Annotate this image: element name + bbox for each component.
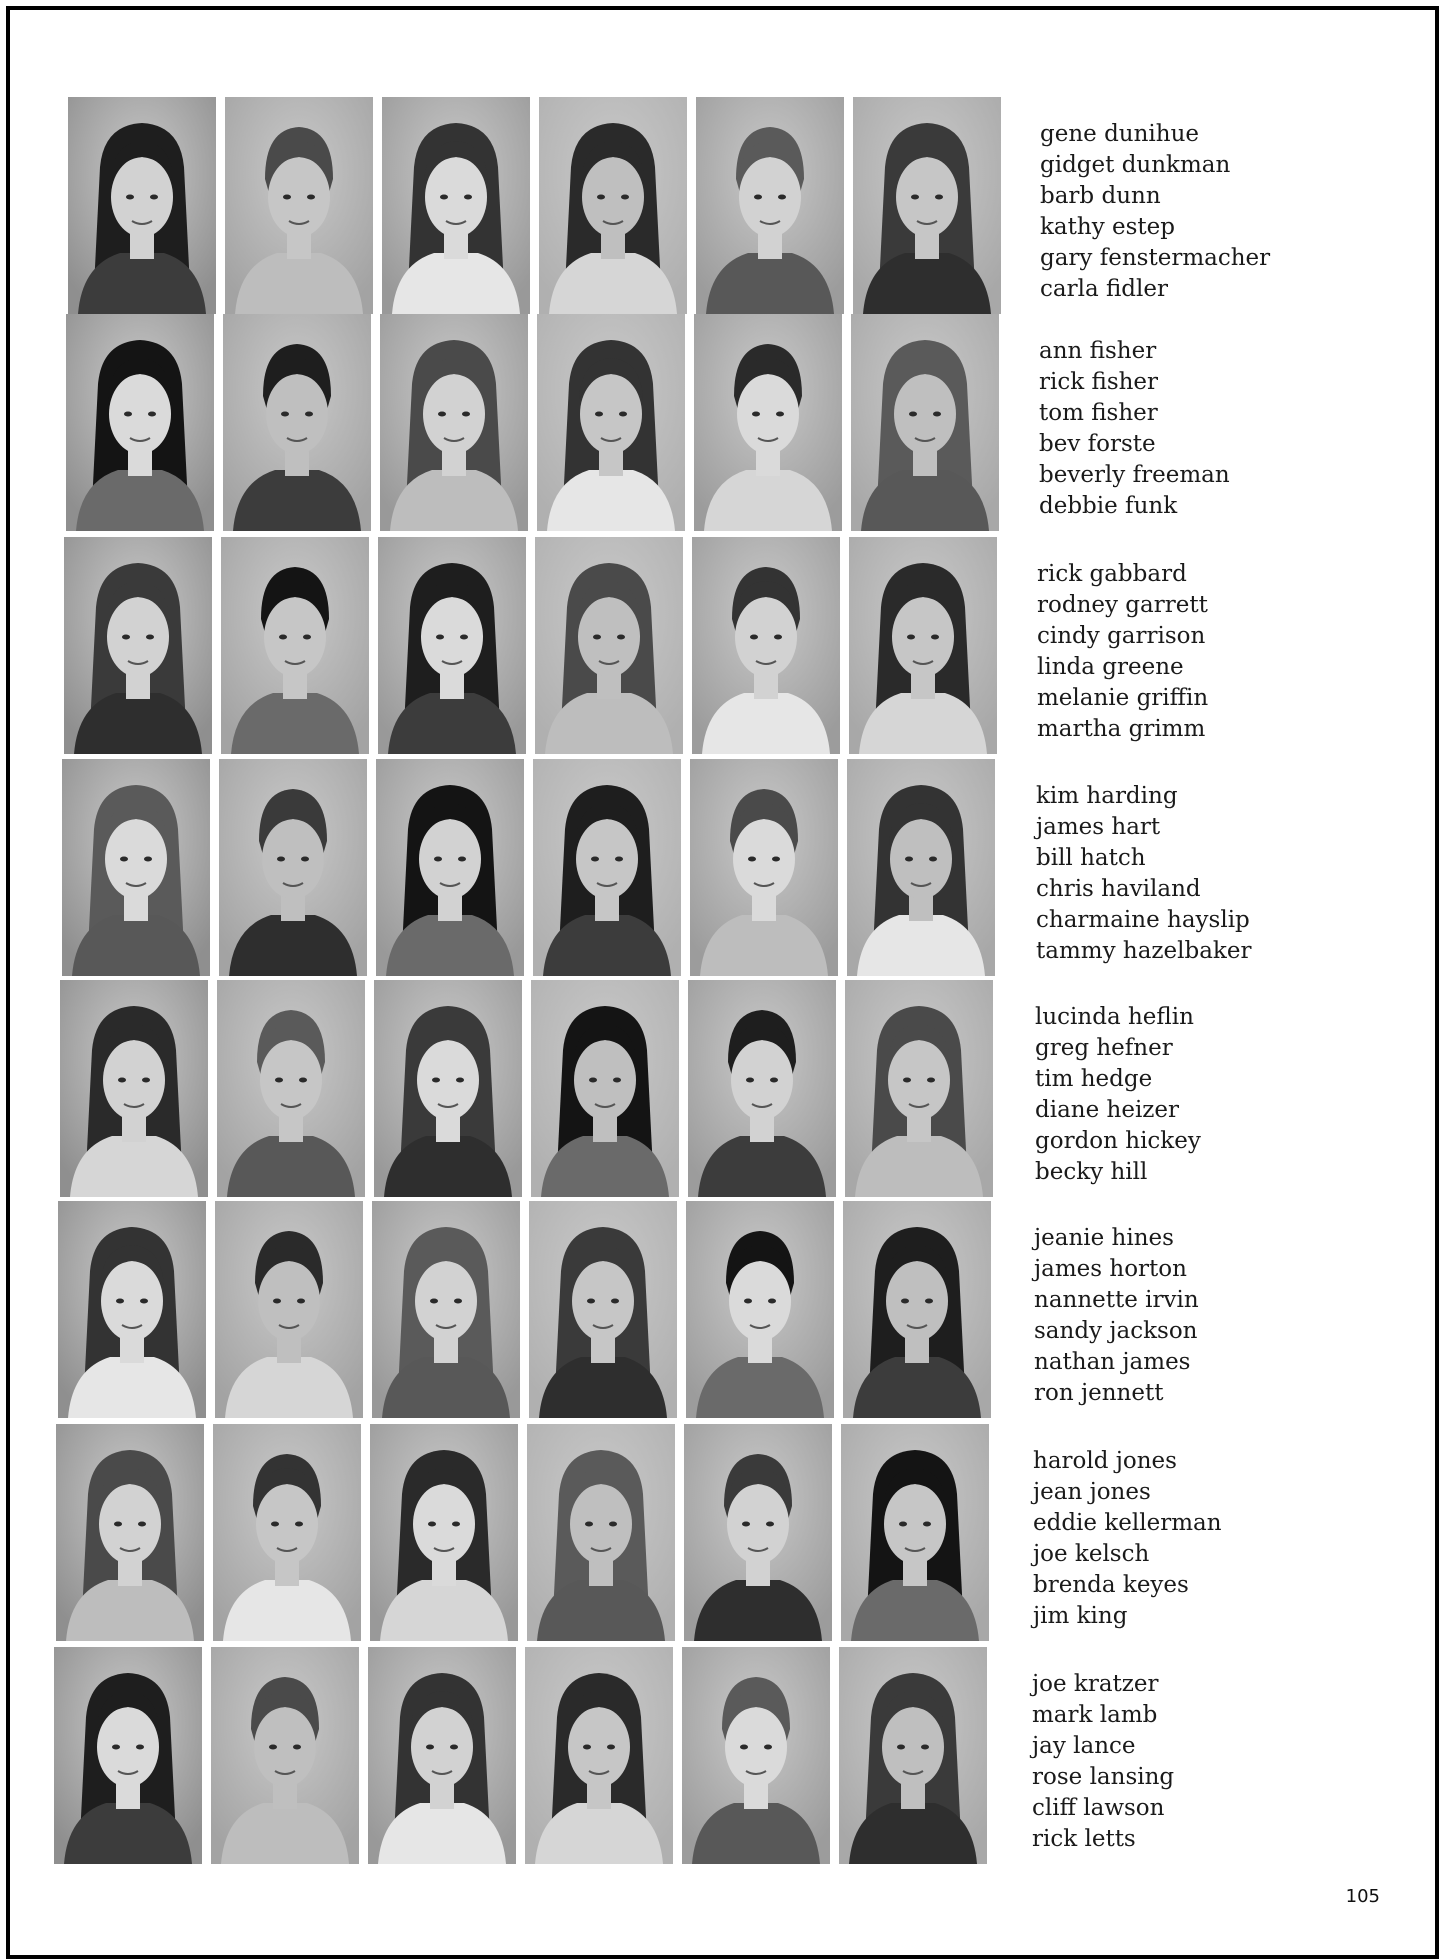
student-name: joe kelsch bbox=[1033, 1541, 1150, 1567]
portrait-row bbox=[56, 1424, 998, 1641]
name-list bbox=[1040, 119, 1270, 305]
student-portrait bbox=[843, 1201, 991, 1418]
student-portrait bbox=[378, 537, 526, 754]
student-name: mark lamb bbox=[1032, 1702, 1158, 1728]
student-portrait bbox=[696, 97, 844, 314]
name-list bbox=[1036, 781, 1251, 967]
student-name: nannette irvin bbox=[1034, 1287, 1199, 1313]
student-name: gordon hickey bbox=[1035, 1128, 1201, 1154]
student-portrait bbox=[225, 97, 373, 314]
student-portrait bbox=[684, 1424, 832, 1641]
student-name: tammy hazelbaker bbox=[1036, 938, 1252, 964]
student-portrait bbox=[54, 1647, 202, 1864]
student-name: jeanie hines bbox=[1034, 1225, 1174, 1251]
student-portrait bbox=[211, 1647, 359, 1864]
student-portrait bbox=[690, 759, 838, 976]
page-number: 105 bbox=[1345, 1886, 1380, 1907]
student-name: ann fisher bbox=[1039, 338, 1157, 364]
name-list bbox=[1033, 1446, 1222, 1632]
student-portrait bbox=[380, 314, 528, 531]
student-name: beverly freeman bbox=[1039, 462, 1230, 488]
student-portrait bbox=[529, 1201, 677, 1418]
student-portrait bbox=[839, 1647, 987, 1864]
student-name: rodney garrett bbox=[1037, 592, 1208, 618]
student-portrait bbox=[219, 759, 367, 976]
student-name: charmaine hayslip bbox=[1036, 907, 1250, 933]
student-name: jean jones bbox=[1033, 1479, 1151, 1505]
student-portrait bbox=[215, 1201, 363, 1418]
student-name: lucinda heflin bbox=[1035, 1004, 1194, 1030]
student-portrait bbox=[533, 759, 681, 976]
student-name: gidget dunkman bbox=[1040, 152, 1231, 178]
student-name: james horton bbox=[1034, 1256, 1187, 1282]
student-name: kathy estep bbox=[1040, 214, 1176, 240]
student-portrait bbox=[370, 1424, 518, 1641]
student-name: tom fisher bbox=[1039, 400, 1158, 426]
student-name: debbie funk bbox=[1039, 493, 1178, 519]
student-portrait bbox=[376, 759, 524, 976]
student-name: barb dunn bbox=[1040, 183, 1161, 209]
student-name: becky hill bbox=[1035, 1159, 1148, 1185]
student-portrait bbox=[372, 1201, 520, 1418]
student-portrait bbox=[56, 1424, 204, 1641]
student-name: cindy garrison bbox=[1037, 623, 1206, 649]
student-portrait bbox=[849, 537, 997, 754]
student-portrait bbox=[525, 1647, 673, 1864]
student-portrait bbox=[539, 97, 687, 314]
portrait-row bbox=[64, 537, 1006, 754]
student-portrait bbox=[62, 759, 210, 976]
student-portrait bbox=[68, 97, 216, 314]
student-portrait bbox=[686, 1201, 834, 1418]
student-portrait bbox=[527, 1424, 675, 1641]
student-name: rick letts bbox=[1032, 1826, 1136, 1852]
student-portrait bbox=[66, 314, 214, 531]
student-portrait bbox=[851, 314, 999, 531]
portrait-row bbox=[66, 314, 1008, 531]
student-name: james hart bbox=[1036, 814, 1161, 840]
student-name: rose lansing bbox=[1032, 1764, 1175, 1790]
student-portrait bbox=[692, 537, 840, 754]
student-name: martha grimm bbox=[1037, 716, 1206, 742]
portrait-row bbox=[62, 759, 1004, 976]
student-portrait bbox=[60, 980, 208, 1197]
name-list bbox=[1039, 336, 1230, 522]
student-name: chris haviland bbox=[1036, 876, 1201, 902]
student-portrait bbox=[217, 980, 365, 1197]
student-name: bev forste bbox=[1039, 431, 1156, 457]
student-name: jay lance bbox=[1032, 1733, 1136, 1759]
student-portrait bbox=[374, 980, 522, 1197]
portrait-row bbox=[68, 97, 1010, 314]
student-name: linda greene bbox=[1037, 654, 1184, 680]
student-portrait bbox=[58, 1201, 206, 1418]
student-portrait bbox=[845, 980, 993, 1197]
student-name: jim king bbox=[1033, 1603, 1128, 1629]
student-name: diane heizer bbox=[1035, 1097, 1180, 1123]
student-name: gary fenstermacher bbox=[1040, 245, 1271, 271]
student-name: cliff lawson bbox=[1032, 1795, 1165, 1821]
student-name: nathan james bbox=[1034, 1349, 1191, 1375]
student-name: greg hefner bbox=[1035, 1035, 1173, 1061]
student-portrait bbox=[64, 537, 212, 754]
student-name: gene dunihue bbox=[1040, 121, 1200, 147]
student-name: sandy jackson bbox=[1034, 1318, 1198, 1344]
portrait-row bbox=[60, 980, 1002, 1197]
student-portrait bbox=[531, 980, 679, 1197]
student-portrait bbox=[853, 97, 1001, 314]
student-portrait bbox=[682, 1647, 830, 1864]
name-list bbox=[1037, 559, 1208, 745]
portrait-row bbox=[54, 1647, 996, 1864]
student-name: eddie kellerman bbox=[1033, 1510, 1222, 1536]
student-name: harold jones bbox=[1033, 1448, 1177, 1474]
name-list bbox=[1034, 1223, 1199, 1409]
student-name: ron jennett bbox=[1034, 1380, 1164, 1406]
student-portrait bbox=[847, 759, 995, 976]
name-list bbox=[1032, 1669, 1174, 1855]
student-portrait bbox=[535, 537, 683, 754]
student-portrait bbox=[221, 537, 369, 754]
student-portrait bbox=[382, 97, 530, 314]
student-portrait bbox=[688, 980, 836, 1197]
student-portrait bbox=[694, 314, 842, 531]
student-name: rick gabbard bbox=[1037, 561, 1187, 587]
name-list bbox=[1035, 1002, 1201, 1188]
student-portrait bbox=[841, 1424, 989, 1641]
student-name: brenda keyes bbox=[1033, 1572, 1189, 1598]
student-name: kim harding bbox=[1036, 783, 1178, 809]
portrait-row bbox=[58, 1201, 1000, 1418]
student-name: tim hedge bbox=[1035, 1066, 1153, 1092]
student-portrait bbox=[223, 314, 371, 531]
student-name: rick fisher bbox=[1039, 369, 1159, 395]
student-name: carla fidler bbox=[1040, 276, 1168, 302]
student-portrait bbox=[368, 1647, 516, 1864]
student-name: joe kratzer bbox=[1032, 1671, 1159, 1697]
student-portrait bbox=[537, 314, 685, 531]
student-portrait bbox=[213, 1424, 361, 1641]
student-name: melanie griffin bbox=[1037, 685, 1209, 711]
student-name: bill hatch bbox=[1036, 845, 1146, 871]
